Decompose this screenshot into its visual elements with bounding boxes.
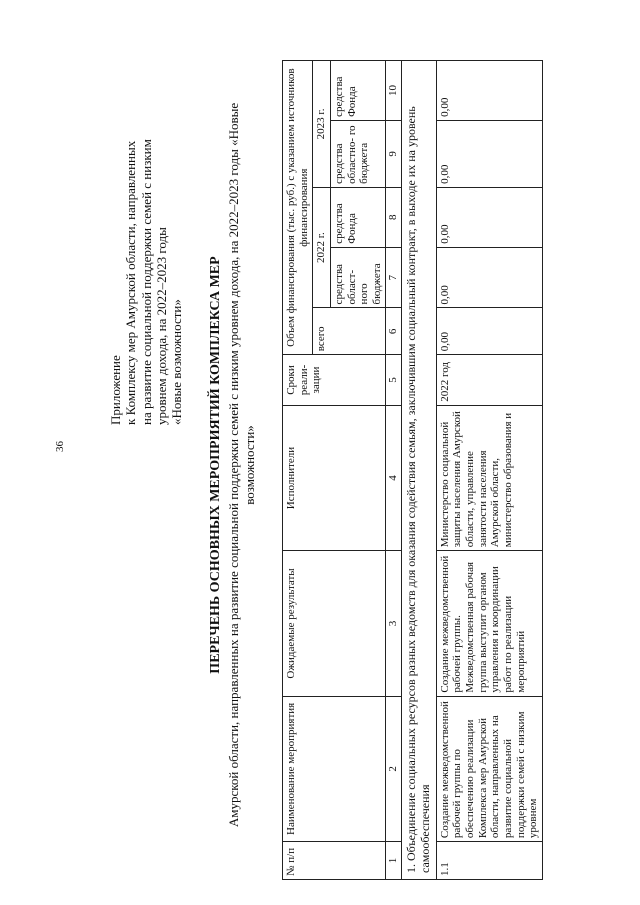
- row-name: Создание межведомственной рабочей группы по обеспечению реализации Комплекса мер Амурской области, направленных на развитие социальной поддержки семей с низким уровнем: [436, 696, 542, 841]
- header-funding: Объем финансирования (тыс. руб.) с указанием источников финансирования: [283, 61, 313, 355]
- column-number: 9: [386, 120, 402, 187]
- column-number: 6: [386, 308, 402, 355]
- row-terms: 2022 год: [436, 355, 542, 406]
- table-row: [436, 61, 542, 880]
- row-num: 1.1: [436, 842, 542, 880]
- column-number: 1: [386, 842, 402, 880]
- header-terms: Сроки реали- зации: [283, 355, 386, 406]
- header-regional-2022: средства област- ного бюджета: [330, 247, 386, 308]
- row-total: 0,00: [436, 308, 542, 355]
- header-num: № п/п: [283, 842, 386, 880]
- appendix-line: Приложение: [108, 355, 123, 425]
- document-title: ПЕРЕЧЕНЬ ОСНОВНЫХ МЕРОПРИЯТИЙ КОМПЛЕКСА МЕР: [208, 256, 223, 674]
- appendix-line: на развитие социальной поддержки семей с низким: [138, 139, 154, 425]
- header-total: всего: [313, 308, 386, 355]
- page-number: 36: [54, 441, 66, 452]
- appendix-note: [108, 45, 185, 425]
- header-executors: Исполнители: [283, 405, 386, 550]
- document-heading: [208, 35, 257, 895]
- document-subtitle: Амурской области, направленных на развитие социальной поддержки семей с низким уровнем дохода, на 2022–2023 годы «Новые возможности»: [226, 102, 257, 828]
- column-number: 7: [386, 247, 402, 308]
- column-number: 8: [386, 187, 402, 247]
- row-regional-2022: 0,00: [436, 247, 542, 308]
- section-title: 1. Объединение социальных ресурсов разных ведомств для оказания содействия семьям, заключившим социальный контракт, в выходе их на уровень самообеспечения: [402, 61, 437, 880]
- header-2022: 2022 г.: [313, 187, 331, 308]
- column-number-row: [386, 61, 402, 880]
- header-fund-2023: средства Фонда: [330, 61, 386, 121]
- row-results: Создание межведомственной рабочей группы. Межведомственная рабочая группа выступит органом управления и координации работ по реализации мероприятий: [436, 551, 542, 696]
- row-fund-2023: 0,00: [436, 61, 542, 121]
- measures-table: [282, 60, 543, 880]
- header-2023: 2023 г.: [313, 61, 331, 188]
- column-number: 2: [386, 696, 402, 841]
- header-regional-2023: средства областно- го бюджета: [330, 120, 386, 187]
- column-number: 3: [386, 551, 402, 696]
- row-executors: Министерство социальной защиты населения Амурской области, управление занятости населения Амурской области, министерство образования и: [436, 405, 542, 550]
- row-fund-2022: 0,00: [436, 187, 542, 247]
- section-row: [402, 61, 437, 880]
- appendix-line: уровнем дохода, на 2022–2023 годы: [153, 227, 169, 425]
- column-number: 5: [386, 355, 402, 406]
- appendix-line: «Новые возможности»: [169, 299, 185, 425]
- header-row: [283, 61, 313, 880]
- column-number: 10: [386, 61, 402, 121]
- rotated-page: [90, 35, 640, 895]
- row-regional-2023: 0,00: [436, 120, 542, 187]
- appendix-line: к Комплексу мер Амурской области, направленных: [123, 140, 139, 425]
- header-results: Ожидаемые результаты: [283, 551, 386, 696]
- header-fund-2022: средства Фонда: [330, 187, 386, 247]
- header-name: Наименование мероприятия: [283, 696, 386, 841]
- column-number: 4: [386, 405, 402, 550]
